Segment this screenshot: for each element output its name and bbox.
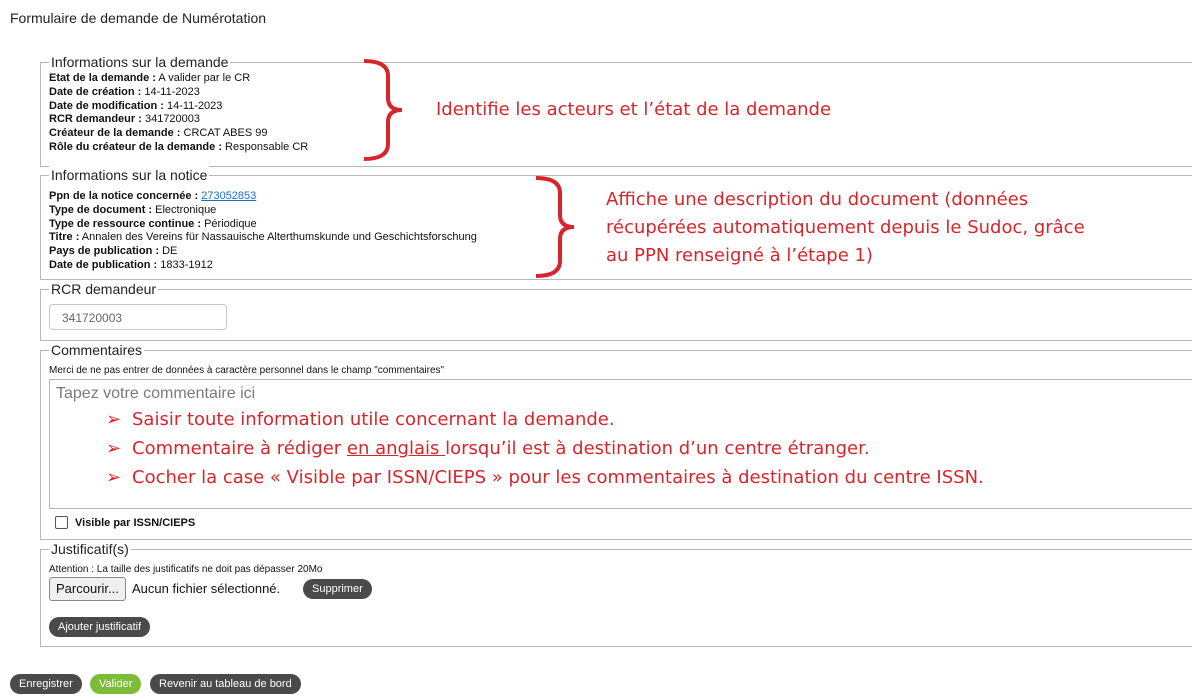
annotation-bullet: ➢ Saisir toute information utile concernant la demande. [106,409,615,430]
commentaires-note: Merci de ne pas entrer de données à caractère personnel dans le champ "commentaires" [49,365,445,376]
annotation-demande: Identifie les acteurs et l’état de la demande [436,99,832,120]
notice-info [49,190,477,273]
notice-row: Ppn de la notice concernée : 273052853 [49,190,257,202]
back-to-dashboard-button[interactable]: Revenir au tableau de bord [150,674,301,694]
browse-button[interactable]: Parcourir... [49,577,126,601]
demande-row: RCR demandeur : 341720003 [49,113,201,126]
annotation-notice-line: Affiche une description du document (données [606,189,1029,210]
annotation-notice-line: récupérées automatiquement depuis le Sudoc, grâce [606,217,1085,238]
notice-row: Date de publication : 1833-1912 [49,258,213,271]
demande-row: Rôle du créateur de la demande : Responsable CR [49,140,309,153]
notice-row: Type de ressource continue : Périodique [49,217,257,230]
visible-issn-checkbox[interactable] [55,516,68,529]
legend-notice: Informations sur la notice [51,167,208,183]
file-status: Aucun fichier sélectionné. [132,581,281,596]
annotation-notice-line: au PPN renseigné à l’étape 1) [606,245,873,266]
legend-demande: Informations sur la demande [51,54,229,70]
comment-placeholder: Tapez votre commentaire ici [56,385,256,402]
annotation-bullet: ➢ Commentaire à rédiger en anglais lorsqu’il est à destination d’un centre étranger. [106,438,870,459]
notice-row: Pays de publication : DE [49,245,178,258]
demande-row: Date de création : 14-11-2023 [49,85,200,98]
fieldset-justificatifs [40,541,1192,647]
fieldset-rcr [40,281,1192,341]
annotation-notice [606,186,1085,270]
add-justificatif-button[interactable]: Ajouter justificatif [49,617,150,637]
brace-icon [532,175,582,279]
notice-row: Type de document : Electronique [49,203,217,216]
legend-justificatifs: Justificatif(s) [51,541,129,557]
visible-issn-label: Visible par ISSN/CIEPS [75,517,196,529]
ppn-link[interactable]: 273052853 [201,190,257,202]
demande-row: Etat de la demande : A valider par le CR [49,72,251,84]
rcr-input[interactable]: 341720003 [49,304,227,330]
demande-info [49,72,308,155]
arrow-bullet-icon: ➢ [106,409,122,430]
save-button[interactable]: Enregistrer [10,674,82,694]
annotation-bullet: ➢ Cocher la case « Visible par ISSN/CIEPS » pour les commentaires à destination du centre ISSN. [106,467,984,488]
demande-row: Date de modification : 14-11-2023 [49,99,223,112]
arrow-bullet-icon: ➢ [106,438,122,459]
legend-rcr: RCR demandeur [51,281,157,297]
page-title: Formulaire de demande de Numérotation [10,10,267,26]
demande-row: Créateur de la demande : CRCAT ABES 99 [49,127,268,140]
justificatifs-note: Attention : La taille des justificatifs ne doit pas dépasser 20Mo [49,564,323,575]
arrow-bullet-icon: ➢ [106,467,122,488]
notice-row: Titre : Annalen des Vereins für Nassauische Alterthumskunde und Geschichtsforschung [49,231,477,244]
validate-button[interactable]: Valider [90,674,141,694]
delete-button[interactable]: Supprimer [303,579,372,599]
legend-commentaires: Commentaires [51,342,143,358]
brace-icon [360,58,410,162]
